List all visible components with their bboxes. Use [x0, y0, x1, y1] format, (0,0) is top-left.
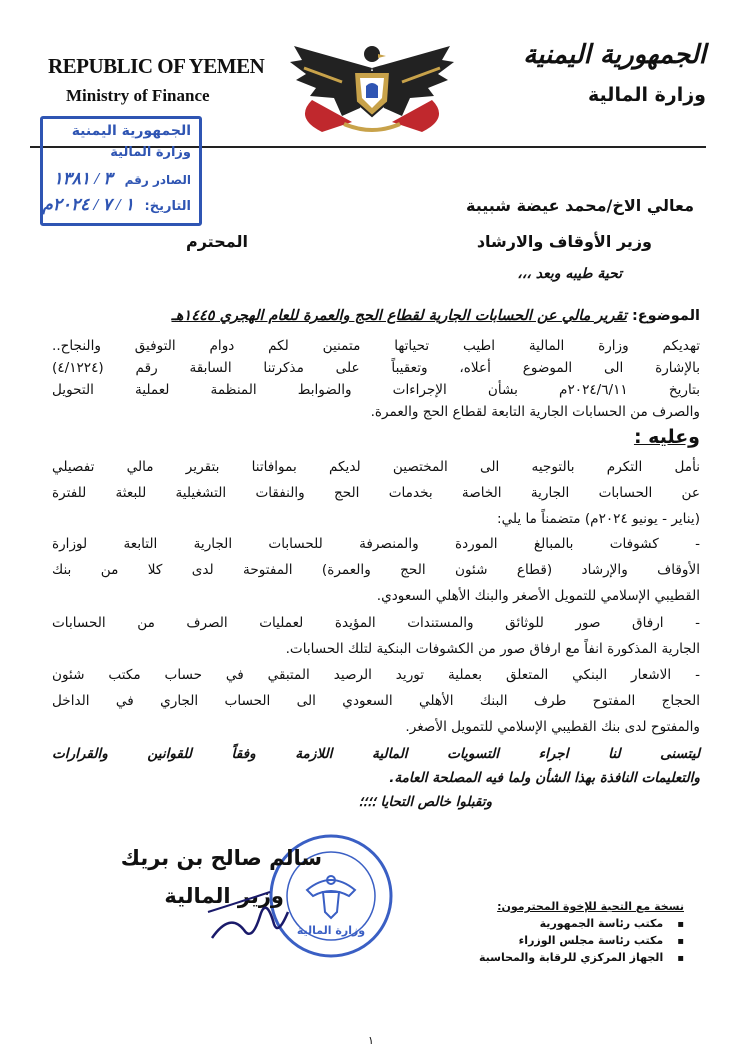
stamp-ministry: وزارة المالية [110, 145, 191, 160]
yemen-eagle-emblem-icon [282, 38, 462, 138]
stamp-date-value: ١ / ٧ / ٢٠٢٤م [42, 195, 134, 214]
header-ministry-en: Ministry of Finance [66, 86, 210, 105]
list-item-bank-notice [52, 662, 700, 740]
intro-line: والصرف من الحسابات الجارية التابعة لقطاع الحج والعمرة. [370, 404, 700, 420]
stamp-outgoing-number: ٣ / ١٣٨١ [53, 169, 113, 188]
stamp-outgoing-label: الصادر رقم [124, 173, 191, 187]
list-item-statements [52, 531, 700, 609]
cc-heading: نسخة مع التحية للإخوة المحترمون: [497, 900, 684, 913]
item-line: الحجاج المفتوح طرف البنك الأهلي السعودي الى الحساب الجاري في الداخل [52, 693, 700, 709]
recipient-name: معالي الاخ/محمد عيضة شبيبة [466, 196, 694, 215]
cc-item: ▪ مكتب رئاسة الجمهورية [484, 917, 684, 934]
header-country-en: REPUBLIC OF YEMEN [48, 54, 265, 78]
item-line: - كشوفات بالمبالغ الموردة والمنصرفة للحسابات الجارية التابعة لوزارة [52, 536, 700, 552]
item-line: الأوقاف والإرشاد (قطاع شئون الحج والعمرة) المفتوحة لدى كلا من بنك [52, 562, 700, 578]
list-item-documents [52, 610, 700, 662]
handwritten-signature [200, 872, 300, 952]
header-ministry-ar: وزارة المالية [588, 84, 706, 106]
stamp-outgoing-row [54, 169, 191, 189]
subject-line [172, 308, 701, 324]
request-line: (يناير - يونيو ٢٠٢٤م) متضمناً ما يلي: [497, 511, 700, 527]
header-country-ar: الجمهورية اليمنية [523, 40, 706, 70]
stamp-country: الجمهورية اليمنية [71, 123, 191, 139]
subject-label: الموضوع: [631, 308, 700, 324]
item-line: والمفتوح لدى بنك القطيبي الإسلامي للتمويل الأصغر. [405, 719, 700, 735]
intro-paragraph [52, 335, 700, 423]
sign-off: وتقبلوا خالص التحايا ؛؛؛؛ [358, 794, 492, 810]
item-line: الجارية المذكورة انفاً مع ارفاق صور من الكشوفات البنكية لتلك الحسابات. [285, 641, 700, 657]
subject-text: تقرير مالي عن الحسابات الجارية لقطاع الحج والعمرة للعام الهجري ١٤٤٥هـ [171, 308, 627, 324]
item-line: - ارفاق صور للوثائق والمستندات المؤيدة لعمليات الصرف من الحسابات [52, 615, 700, 631]
stamp-date-row: التاريخ: ١ / ٧ / ٢٠٢٤م [42, 195, 191, 214]
closing-paragraph [52, 742, 700, 790]
cc-block [478, 900, 684, 968]
stamp-date-label: التاريخ [149, 199, 191, 214]
seal-text: وزارة المالية [296, 924, 366, 937]
item-line: القطيبي الإسلامي للتمويل الأصغر والبنك الأهلي السعودي. [376, 588, 700, 604]
intro-line: بالإشارة الى الموضوع أعلاه، وتعقيباً على مذكرتنا السابقة رقم (٤/١٢٢٤) [52, 360, 700, 376]
outgoing-registration-stamp [40, 116, 202, 226]
closing-line: والتعليمات النافذة بهذا الشأن ولما فيه المصلحة العامة. [389, 770, 700, 786]
item-line: - الاشعار البنكي المتعلق بعملية توريد الرصيد المتبقي في حساب مكتب شئون [52, 667, 700, 683]
request-paragraph [52, 454, 700, 532]
signatory-title: وزير المالية [164, 884, 284, 908]
recipient-title: وزير الأوقاف والارشاد [476, 232, 652, 251]
cc-item: ▪ مكتب رئاسة مجلس الوزراء [484, 934, 684, 951]
signatory-name: سالم صالح بن بريك [120, 846, 322, 870]
request-line: نأمل التكرم بالتوجيه الى المختصين لديكم بموافاتنا بتقرير مالي تفصيلي [52, 459, 700, 475]
section-heading: وعليه : [633, 426, 700, 448]
cc-item: ▪ الجهاز المركزي للرقابة والمحاسبة [484, 951, 684, 968]
page-number: ١ [368, 1034, 374, 1047]
intro-line: تهديكم وزارة المالية اطيب تحياتها متمنين لكم دوام التوفيق والنجاح.. [52, 338, 700, 354]
request-line: عن الحسابات الجارية الخاصة بخدمات الحج والنفقات التشغيلية للبعثة للفترة [52, 485, 700, 501]
recipient-honorific: المحترم [186, 232, 248, 251]
closing-line: ليتسنى لنا اجراء التسويات المالية اللازمة وفقاً للقوانين والقرارات [52, 746, 700, 762]
intro-line: بتاريخ ٢٠٢٤/٦/١١م بشأن الإجراءات والضوابط المنظمة لعملية التحويل [52, 382, 700, 398]
greeting: تحية طيبه وبعد ،،، [517, 266, 622, 282]
